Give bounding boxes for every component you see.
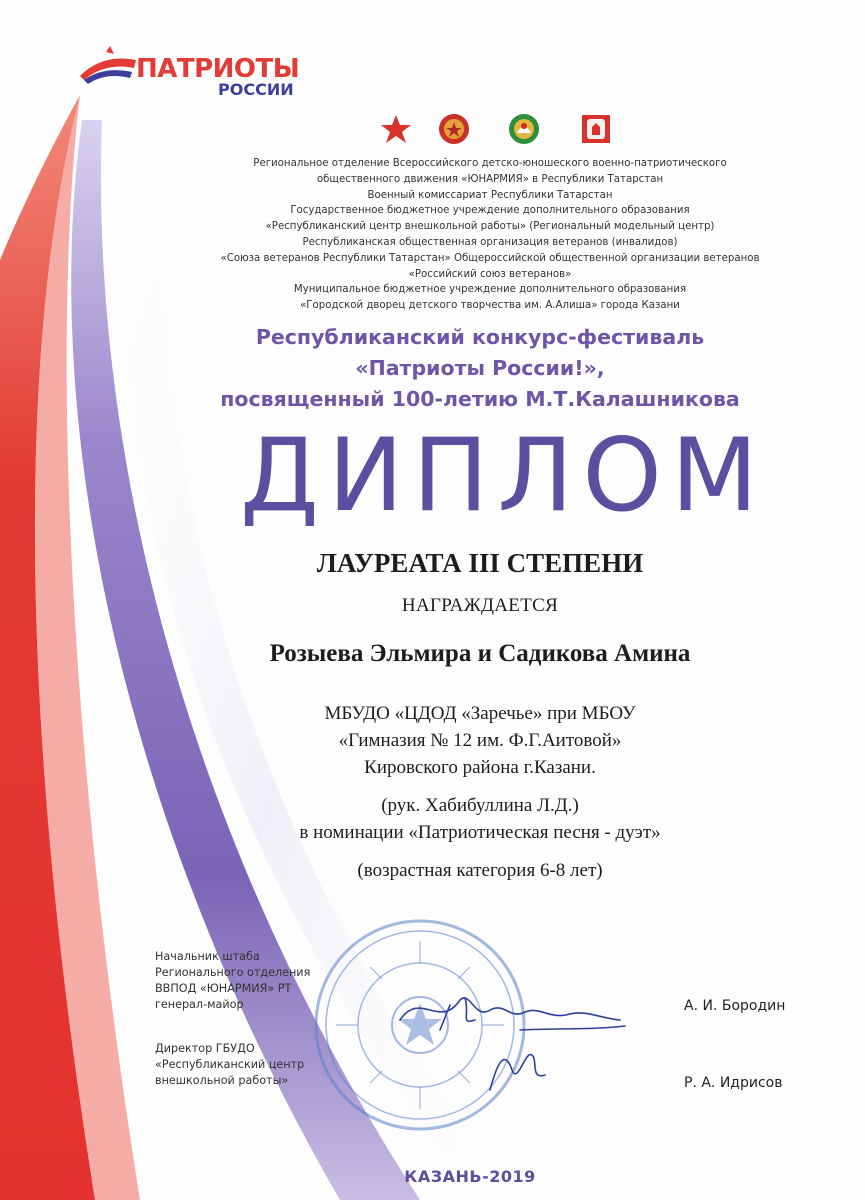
- awarded-label: НАГРАЖДАЕТСЯ: [401, 595, 559, 616]
- signatory-2-name: Р. А. Идрисов: [684, 1075, 783, 1091]
- footer-city-year: КАЗАНЬ-2019: [404, 1167, 536, 1186]
- degree-title: ЛАУРЕАТА III СТЕПЕНИ: [316, 548, 644, 578]
- signatory-title-line: Регионального отделения: [155, 966, 311, 979]
- organizer-line: Муниципальное бюджетное учреждение дополнительного образования: [293, 284, 687, 296]
- leader-block: [200, 792, 760, 846]
- leader-line: (рук. Хабибуллина Л.Д.): [381, 795, 579, 816]
- organizer-line: Республиканская общественная организация ветеранов (инвалидов): [302, 236, 678, 248]
- institution-block: [200, 700, 760, 781]
- contest-title: [170, 322, 790, 415]
- patriots-logo: [78, 42, 328, 102]
- signatory-title-line: внешкольной работы»: [155, 1074, 289, 1087]
- institution-line: Кировского района г.Казани.: [364, 757, 596, 778]
- flag-swoosh-icon: [78, 46, 138, 86]
- handwritten-signature-icon: [380, 980, 640, 1100]
- yunarmia-star-icon: [380, 113, 412, 145]
- signatory-title-line: генерал-майор: [155, 998, 244, 1011]
- age-category: (возрастная категория 6-8 лет): [357, 860, 603, 881]
- organizer-line: «Республиканский центр внешкольной работы» (Региональный модельный центр): [265, 221, 715, 233]
- organizer-line: «Союза ветеранов Республики Татарстан» Общероссийской общественной организации ветеранов: [220, 252, 760, 264]
- emblem-row: [380, 113, 620, 149]
- signatory-2-title: [155, 1041, 304, 1089]
- organizer-line: «Российский союз ветеранов»: [408, 268, 572, 280]
- contest-line: посвященный 100-летию М.Т.Калашникова: [220, 387, 740, 411]
- signatory-title-line: Директор ГБУДО: [155, 1042, 255, 1055]
- contest-line: «Патриоты России!»,: [355, 356, 605, 380]
- recipient-names: Розыева Эльмира и Садикова Амина: [269, 640, 691, 667]
- organizer-line: Региональное отделение Всероссийского детско-юношеского военно-патриотического: [253, 158, 727, 169]
- signatory-title-line: Начальник штаба: [155, 950, 260, 963]
- institution-line: «Гимназия № 12 им. Ф.Г.Аитовой»: [338, 730, 622, 751]
- organizer-line: общественного движения «ЮНАРМИЯ» в Республики Татарстан: [316, 173, 664, 185]
- institution-line: МБУДО «ЦДОД «Заречье» при МБОУ: [324, 703, 636, 724]
- signatory-1-title: [155, 949, 310, 1013]
- signatory-1-name: А. И. Бородин: [684, 998, 786, 1014]
- organizer-line: Военный комиссариат Республики Татарстан: [367, 189, 613, 201]
- kazan-emblem-icon: [580, 113, 612, 145]
- signatory-title-line: «Республиканский центр: [155, 1058, 305, 1071]
- organizer-line: Государственное бюджетное учреждение дополнительного образования: [290, 205, 690, 217]
- nomination-line: в номинации «Патриотическая песня - дуэт»: [299, 822, 661, 843]
- organizers-list: [150, 156, 830, 314]
- diploma-title: ДИПЛОМ: [240, 416, 767, 534]
- organizer-line: «Городской дворец детского творчества им. А.Алиша» города Казани: [300, 300, 680, 312]
- tatarstan-emblem-icon: [508, 113, 540, 145]
- logo-subtitle: РОССИИ: [218, 80, 294, 99]
- logo-title: ПАТРИОТЫ: [136, 54, 300, 84]
- military-emblem-icon: [438, 113, 470, 145]
- contest-line: Республиканский конкурс-фестиваль: [255, 325, 705, 349]
- signatory-title-line: ВВПОД «ЮНАРМИЯ» РТ: [155, 982, 292, 995]
